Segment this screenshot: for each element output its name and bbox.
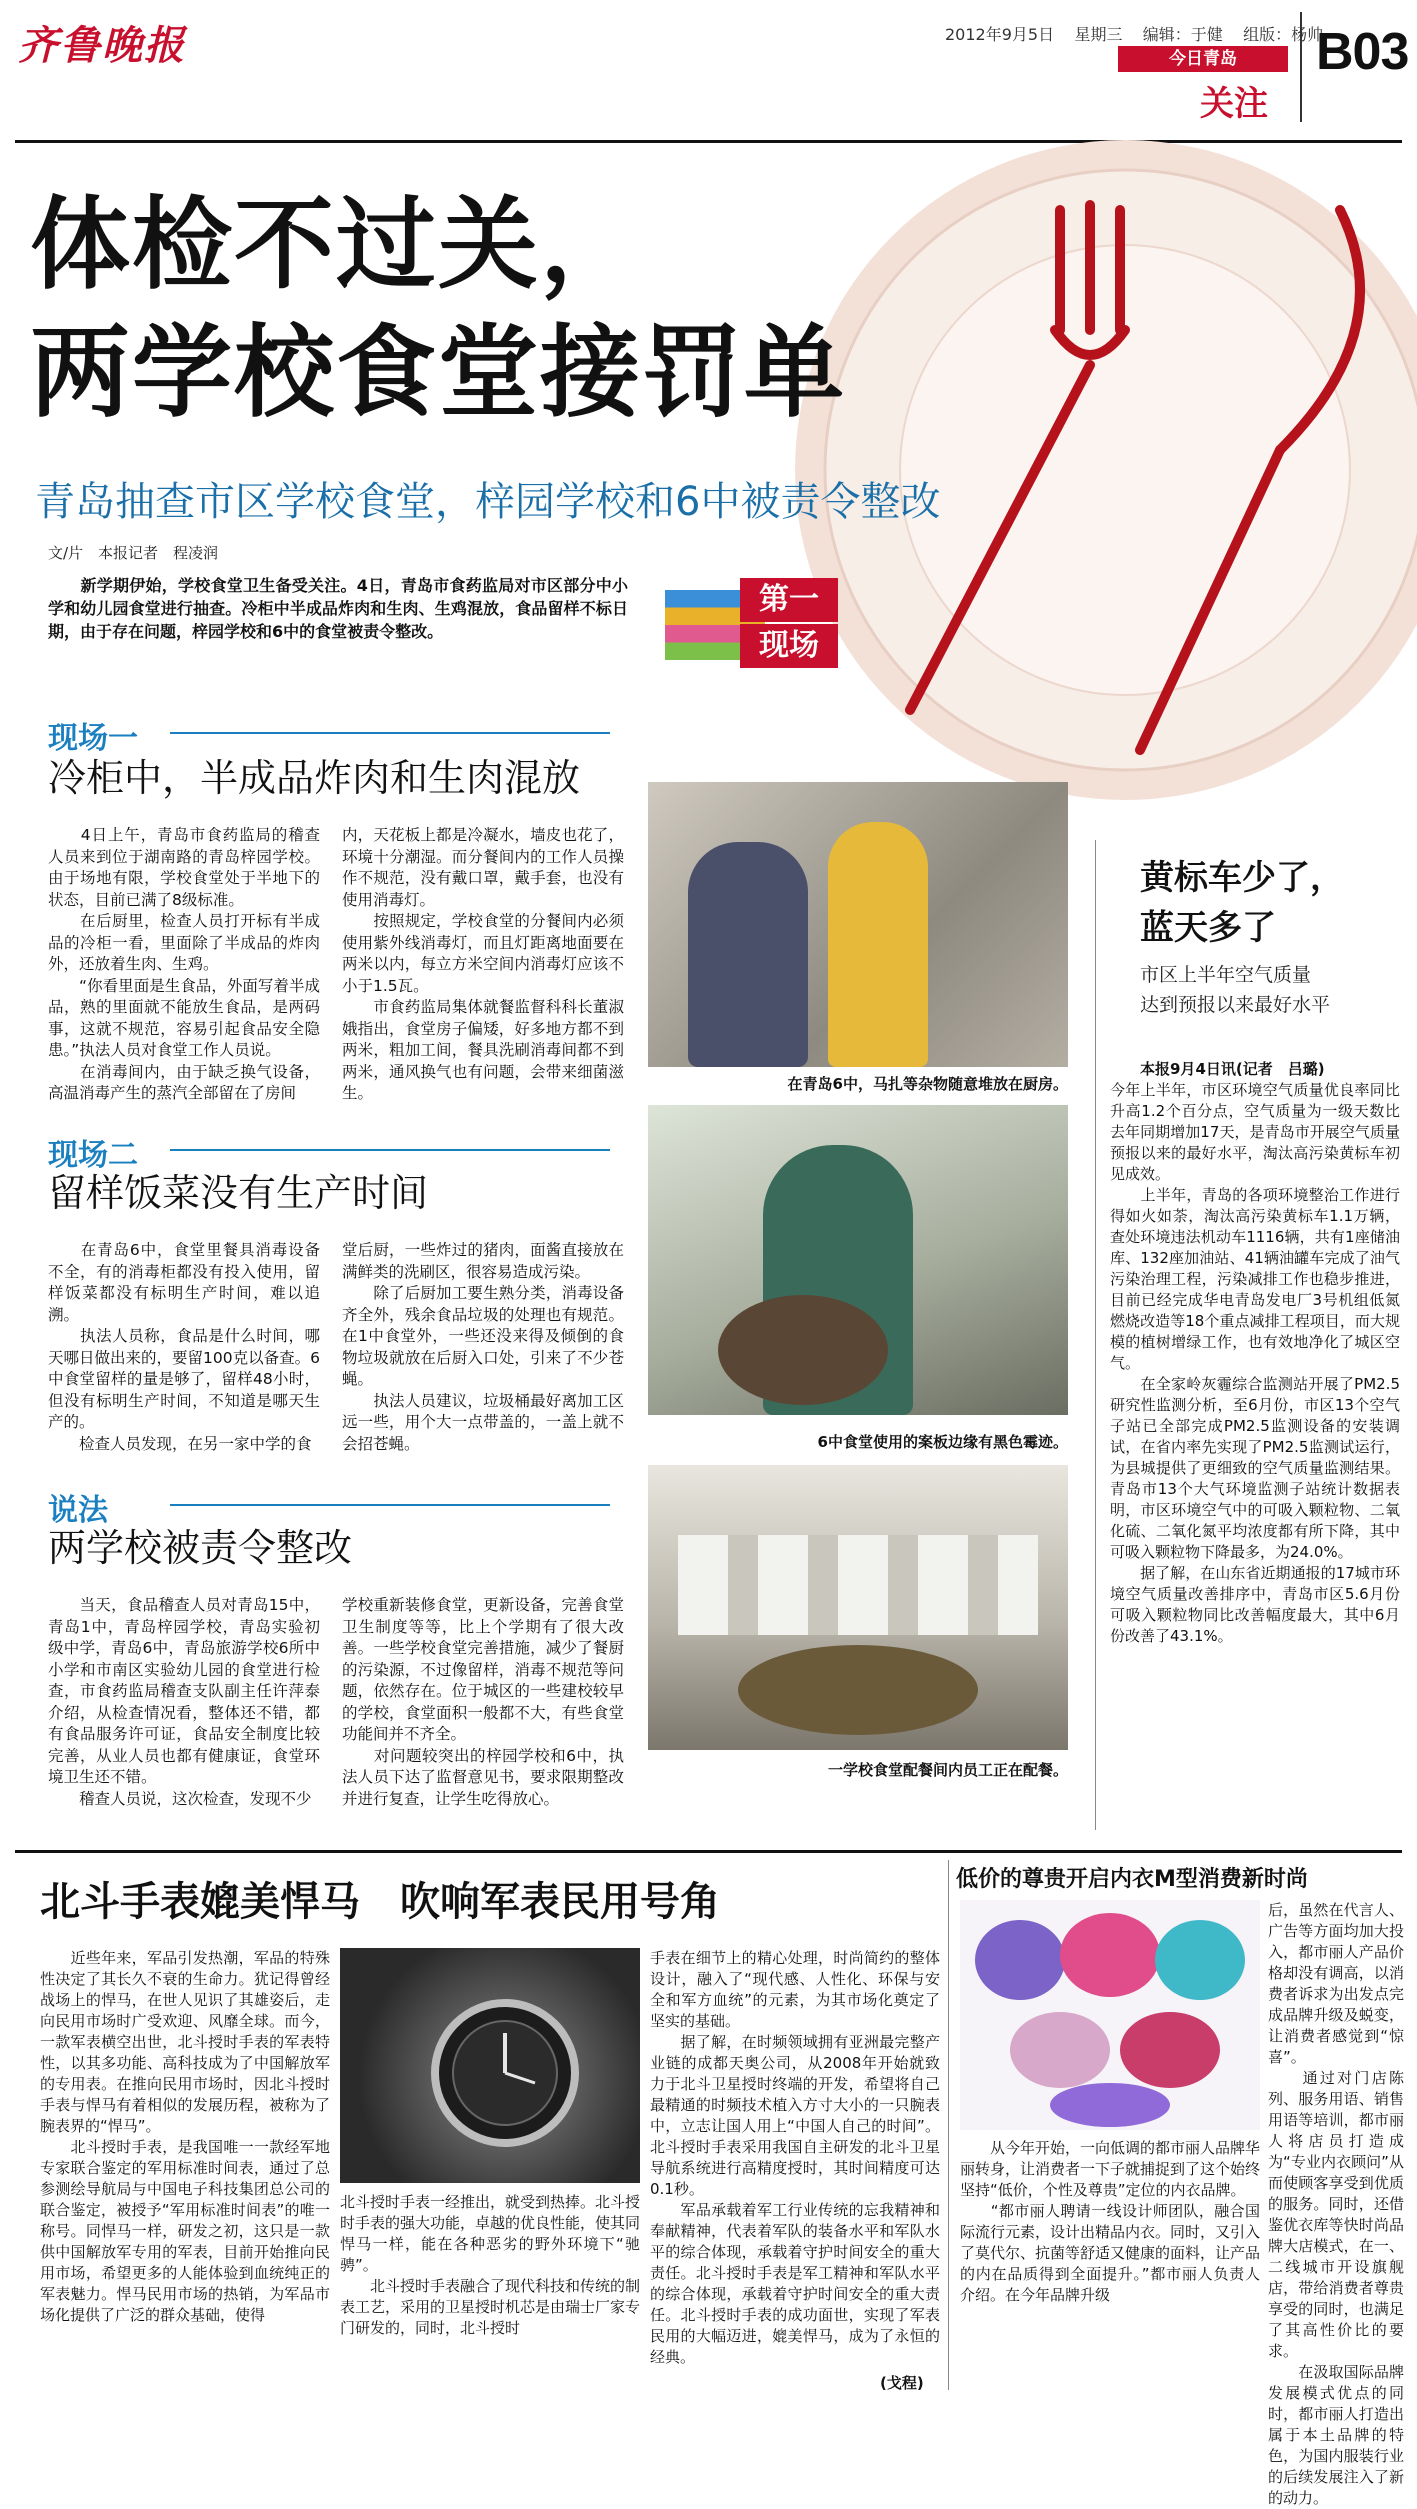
scene3-rule [170,1504,610,1506]
masthead-rule [15,140,1402,143]
subsection-label: 关注 [1200,84,1268,124]
side-body: 今年上半年，市区环境空气质量优良率同比升高1.2个百分点，空气质量为一级天数比去年同期增加17天，是青岛市开展空气质量预报以来的最好水平，淘汰高污染黄标车初见成效。 上半年，青岛的各项环境整治工作进行得如火如荼，淘汰高污染黄标车1.1万辆，查处环境违法机动车1116辆，共有1座储油库、132座加油站、41辆油罐车完成了油气污染治理工程，污染减排工作也稳步推进，目前已经完成华电青岛发电厂3号机组低氮燃烧改造等18个重点减排工程项目，而大规模的植树增绿工作，也有效地净化了城区空气。 在全家岭灰霾综合监测站开展了PM2.5研究性监测分析，至6月份，市区13个空气子站已全部完成PM2.5监测设备的安装调试，在省内率先实现了PM2.5监测试运行，为县城提供了更细致的空气质量监测结果。青岛市13个大气环境监测子站统计数据表明，市区环境空气中的可吸入颗粒物、二氧化硫、二氧化氮平均浓度都有所下降，其中可吸入颗粒物下降最多，为24.0%。 据了解，在山东省近期通报的17城市环境空气质量改善排序中，青岛市区5.6月份可吸入颗粒物同比改善幅度最大，其中6月份改善了43.1%。 [1110,1081,1400,1645]
photo-board [718,1295,888,1405]
photo-caption-1: 在青岛6中，马扎等杂物随意堆放在厨房。 [787,1075,1068,1093]
watch-col1: 近些年来，军品引发热潮，军品的特殊性决定了其长久不衰的生命力。犹记得曾经战场上的悍马，在世人见识了其雄姿后，走向民用市场时广受欢迎、风靡全球。而今，一款军表横空出世，北斗授时手表的军表特性，以其多功能、高科技成为了中国解放军的专用表。在推向民用市场时，因北斗授时手表与悍马有着相似的发展历程，被称为了腕表界的“悍马”。 北斗授时手表，是我国唯一一款经军地专家联合鉴定的军用标准时间表，通过了总参测绘导航局与中国电子科技集团总公司的联合鉴定，被授予“军用标准时间表”的唯一称号。同悍马一样，研发之初，这只是一款供中国解放军专用的军表，目前开始推向民用市场，希望更多的人能体验到血统纯正的军表魅力。悍马民用市场的热销，为军品市场化提供了广泛的群众基础，使得 [40,1949,330,2324]
masthead-meta [945,22,1323,45]
lingerie-icon [960,1900,1260,2130]
side-sub-2: 达到预报以来最好水平 [1140,994,1331,1016]
side-title-1: 黄标车少了， [1140,858,1344,898]
photo-kitchen-1 [648,782,1068,1067]
lingerie-photo [960,1900,1260,2130]
lingerie-text-left: 从今年开始，一向低调的都市丽人品牌华丽转身，让消费者一下子就捕捉到了这个始终坚持“低价，个性及尊贵”定位的内衣品牌。 “都市丽人聘请一线设计师团队，融合国际流行元素，设计出精品内衣。同时，又引入了莫代尔、抗菌等舒适又健康的面料，让产品的内在品质得到全面提升。”都市丽人负责人介绍。在今年品牌升级 [960,2139,1261,2304]
side-divider [1095,840,1096,1830]
scene2-label: 现场二 [48,1139,138,1172]
lingerie-divider [948,1860,949,2390]
watch-signature: (戈程) [880,2374,924,2392]
photo-cutting-board [648,1105,1068,1415]
scene2-col2: 堂后厨，一些炸过的猪肉，面酱直接放在满鲜类的洗刷区，很容易造成污染。 除了后厨加工要生熟分类，消毒设备齐全外，残余食品垃圾的处理也有规范。在1中食堂外，一些还没来得及倾倒的食物垃圾就放在后厨入口处，引来了不少苍蝇。 执法人员建议，垃圾桶最好离加工区远一些，用个大一点带盖的，一盖上就不会招苍蝇。 [342,1241,624,1453]
scene1-col2: 内，天花板上都是冷凝水，墙皮也花了，环境十分潮湿。而分餐间内的工作人员操作不规范，没有戴口罩，戴手套，也没有使用消毒灯。 按照规定，学校食堂的分餐间内必须使用紫外线消毒灯，而且灯距离地面要在两米以内，每立方米空间内消毒灯应该不小于1.5瓦。 市食药监局集体就餐监督科科长董淑娥指出，食堂房子偏矮，好多地方都不到两米，粗加工间，餐具洗刷消毒间都不到两米，通风换气也有问题，会带来细菌滋生。 [342,826,624,1102]
scene-badge [665,570,855,680]
scene3-col2: 学校重新装修食堂，更新设备，完善食堂卫生制度等等，比上个学期有了很大改善。一些学校食堂完善措施，减少了餐厨的污染源，不过像留样，消毒不规范等问题，依然存在。位于城区的一些建校较早的学校，食堂面积一般都不大，有些食堂功能间并不齐全。 对问题较突出的梓园学校和6中，执法人员下达了监督意见书，要求限期整改并进行复查，让学生吃得放心。 [342,1596,624,1808]
page-number: B03 [1316,23,1409,81]
lingerie-text-right: 后，虽然在代言人、广告等方面均加大投入，都市丽人产品价格却没有调高，以消费者诉求为出发点完成品牌升级及蜕变，让消费者感觉到“惊喜”。 通过对门店陈列、服务用语、销售用语等培训，都市丽人将店员打造成为“专业内衣顾问”从而使顾客享受到优质的服务。同时，还借鉴优衣库等快时尚品牌大店模式，在一、二线城市开设旗舰店，带给消费者尊贵享受的同时，也满足了其高性价比的要求。 在汲取国际品牌发展模式优点的同时，都市丽人打造出属于本土品牌的特色，为国内服装行业的后续发展注入了新的动力。 [1268,1901,1404,2507]
badge-label-2: 现场 [740,624,838,668]
lead-intro: 新学期伊始，学校食堂卫生备受关注。4日，青岛市食药监局对市区部分中小学和幼儿园食堂进行抽查。冷柜中半成品炸肉和生肉、生鸡混放，食品留样不标日期，由于存在问题，梓园学校和6中的食堂被责令整改。 [48,576,628,641]
side-title-2: 蓝天多了 [1140,908,1276,948]
watch-photo-caption: 北斗授时手表一经推出，就受到热捧。北斗授时手表的强大功能，卓越的优良性能，使其同悍马一样，能在各种恶劣的野外环境下“驰骋”。 北斗授时手表融合了现代科技和传统的制表工艺，采用的卫星授时机芯是由瑞士厂家专门研发的，同时，北斗授时 [340,2193,641,2337]
section-tag: 今日青岛 [1118,46,1288,72]
scene3-col1: 当天，食品稽查人员对青岛15中，青岛1中，青岛梓园学校，青岛实验初级中学，青岛6中，青岛旅游学校6所中小学和市南区实验幼儿园的食堂进行检查，市食药监局稽查支队副主任许萍泰介绍，从检查情况看，整体还不错，都有食品服务许可证，食品安全制度比较完善，从业人员也都有健康证，食堂环境卫生还不错。 稽查人员说，这次检查，发现不少 [48,1596,320,1808]
scene2-rule [170,1149,610,1151]
photo-wok [738,1645,978,1735]
scene1-rule [170,732,610,734]
lingerie-headline: 低价的尊贵开启内衣M型消费新时尚 [956,1867,1308,1892]
scene1-title: 冷柜中，半成品炸肉和生肉混放 [48,756,581,800]
lead-subheadline: 青岛抽查市区学校食堂，梓园学校和6中被责令整改 [35,479,941,525]
watch-photo [340,1948,640,2183]
masthead-divider [1300,12,1302,122]
scene3-label: 说法 [48,1494,108,1527]
lead-byline: 文/片 本报记者 程凌润 [48,544,219,562]
masthead-logo: 齐鲁晚报 [18,22,186,69]
scene3-title: 两学校被责令整改 [48,1526,353,1570]
editor: 编辑：于健 [1142,25,1223,44]
badge-label-1: 第一 [740,578,838,622]
issue-weekday: 星期三 [1074,25,1123,44]
photo-figure-woman [688,842,808,1067]
scene1-label: 现场一 [48,722,138,755]
watch-col3: 手表在细节上的精心处理，时尚简约的整体设计，融入了“现代感、人性化、环保与安全和军方血统”的元素，为其市场化奠定了坚实的基础。 据了解，在时频领域拥有亚洲最完整产业链的成都天奥公司，从2008年开始就致力于北斗卫星授时终端的开发，希望将自己最精通的时频技术植入方寸大小的一只腕表中，立志让国人用上“中国人自己的时间”。北斗授时手表采用我国自主研发的北斗卫星导航系统进行高精度授时，其时间精度可达0.1秒。 军品承载着军工行业传统的忘我精神和奉献精神，代表着军队的装备水平和军队水平的综合体现，承载着守护时间安全的重大责任。北斗授时手表是军工精神和军队水平的综合体现，承载着守护时间安全的重大责任。北斗授时手表的成功面世，实现了军表民用的大幅迈进，媲美悍马，成为了永恒的经典。 [650,1949,940,2366]
photo-figure-cook [828,822,928,1067]
side-byline: 本报9月4日讯(记者 吕璐) [1110,1060,1325,1078]
watch-headline: 北斗手表媲美悍马 吹响军表民用号角 [40,1879,720,1925]
photo-serving-room [648,1465,1068,1750]
lead-headline-2: 两学校食堂接罚单 [30,314,846,431]
layout-editor: 组版：杨帅 [1243,25,1324,44]
side-sub-1: 市区上半年空气质量 [1140,964,1312,986]
watch-icon [340,1948,640,2183]
photo-workers [678,1535,1038,1635]
photo-caption-2: 6中食堂使用的案板边缘有黑色霉迹。 [817,1433,1068,1451]
lead-headline-1: 体检不过关， [30,186,642,303]
scene2-title: 留样饭菜没有生产时间 [48,1171,429,1215]
section-separator [15,1850,1402,1853]
scene2-col1: 在青岛6中，食堂里餐具消毒设备不全，有的消毒柜都没有投入使用，留样饭菜都没有标明生产时间，难以追溯。 执法人员称，食品是什么时间，哪天哪日做出来的，要留100克以备查。6中食堂留样的量是够了，留样48小时，但没有标明生产时间，不知道是哪天生产的。 检查人员发现，在另一家中学的食 [48,1241,320,1453]
scene1-col1: 4日上午，青岛市食药监局的稽查人员来到位于湖南路的青岛梓园学校。由于场地有限，学校食堂处于半地下的状态，目前已满了8级标准。 在后厨里，检查人员打开标有半成品的冷柜一看，里面除了半成品的炸肉外，还放着生肉、生鸡。 “你看里面是生食品，外面写着半成品，熟的里面就不能放生食品，是两码事，这就不规范，容易引起食品安全隐患。”执法人员对食堂工作人员说。 在消毒间内，由于缺乏换气设备，高温消毒产生的蒸汽全部留在了房间 [48,826,320,1102]
photo-caption-3: 一学校食堂配餐间内员工正在配餐。 [827,1761,1068,1779]
issue-date: 2012年9月5日 [945,25,1055,44]
